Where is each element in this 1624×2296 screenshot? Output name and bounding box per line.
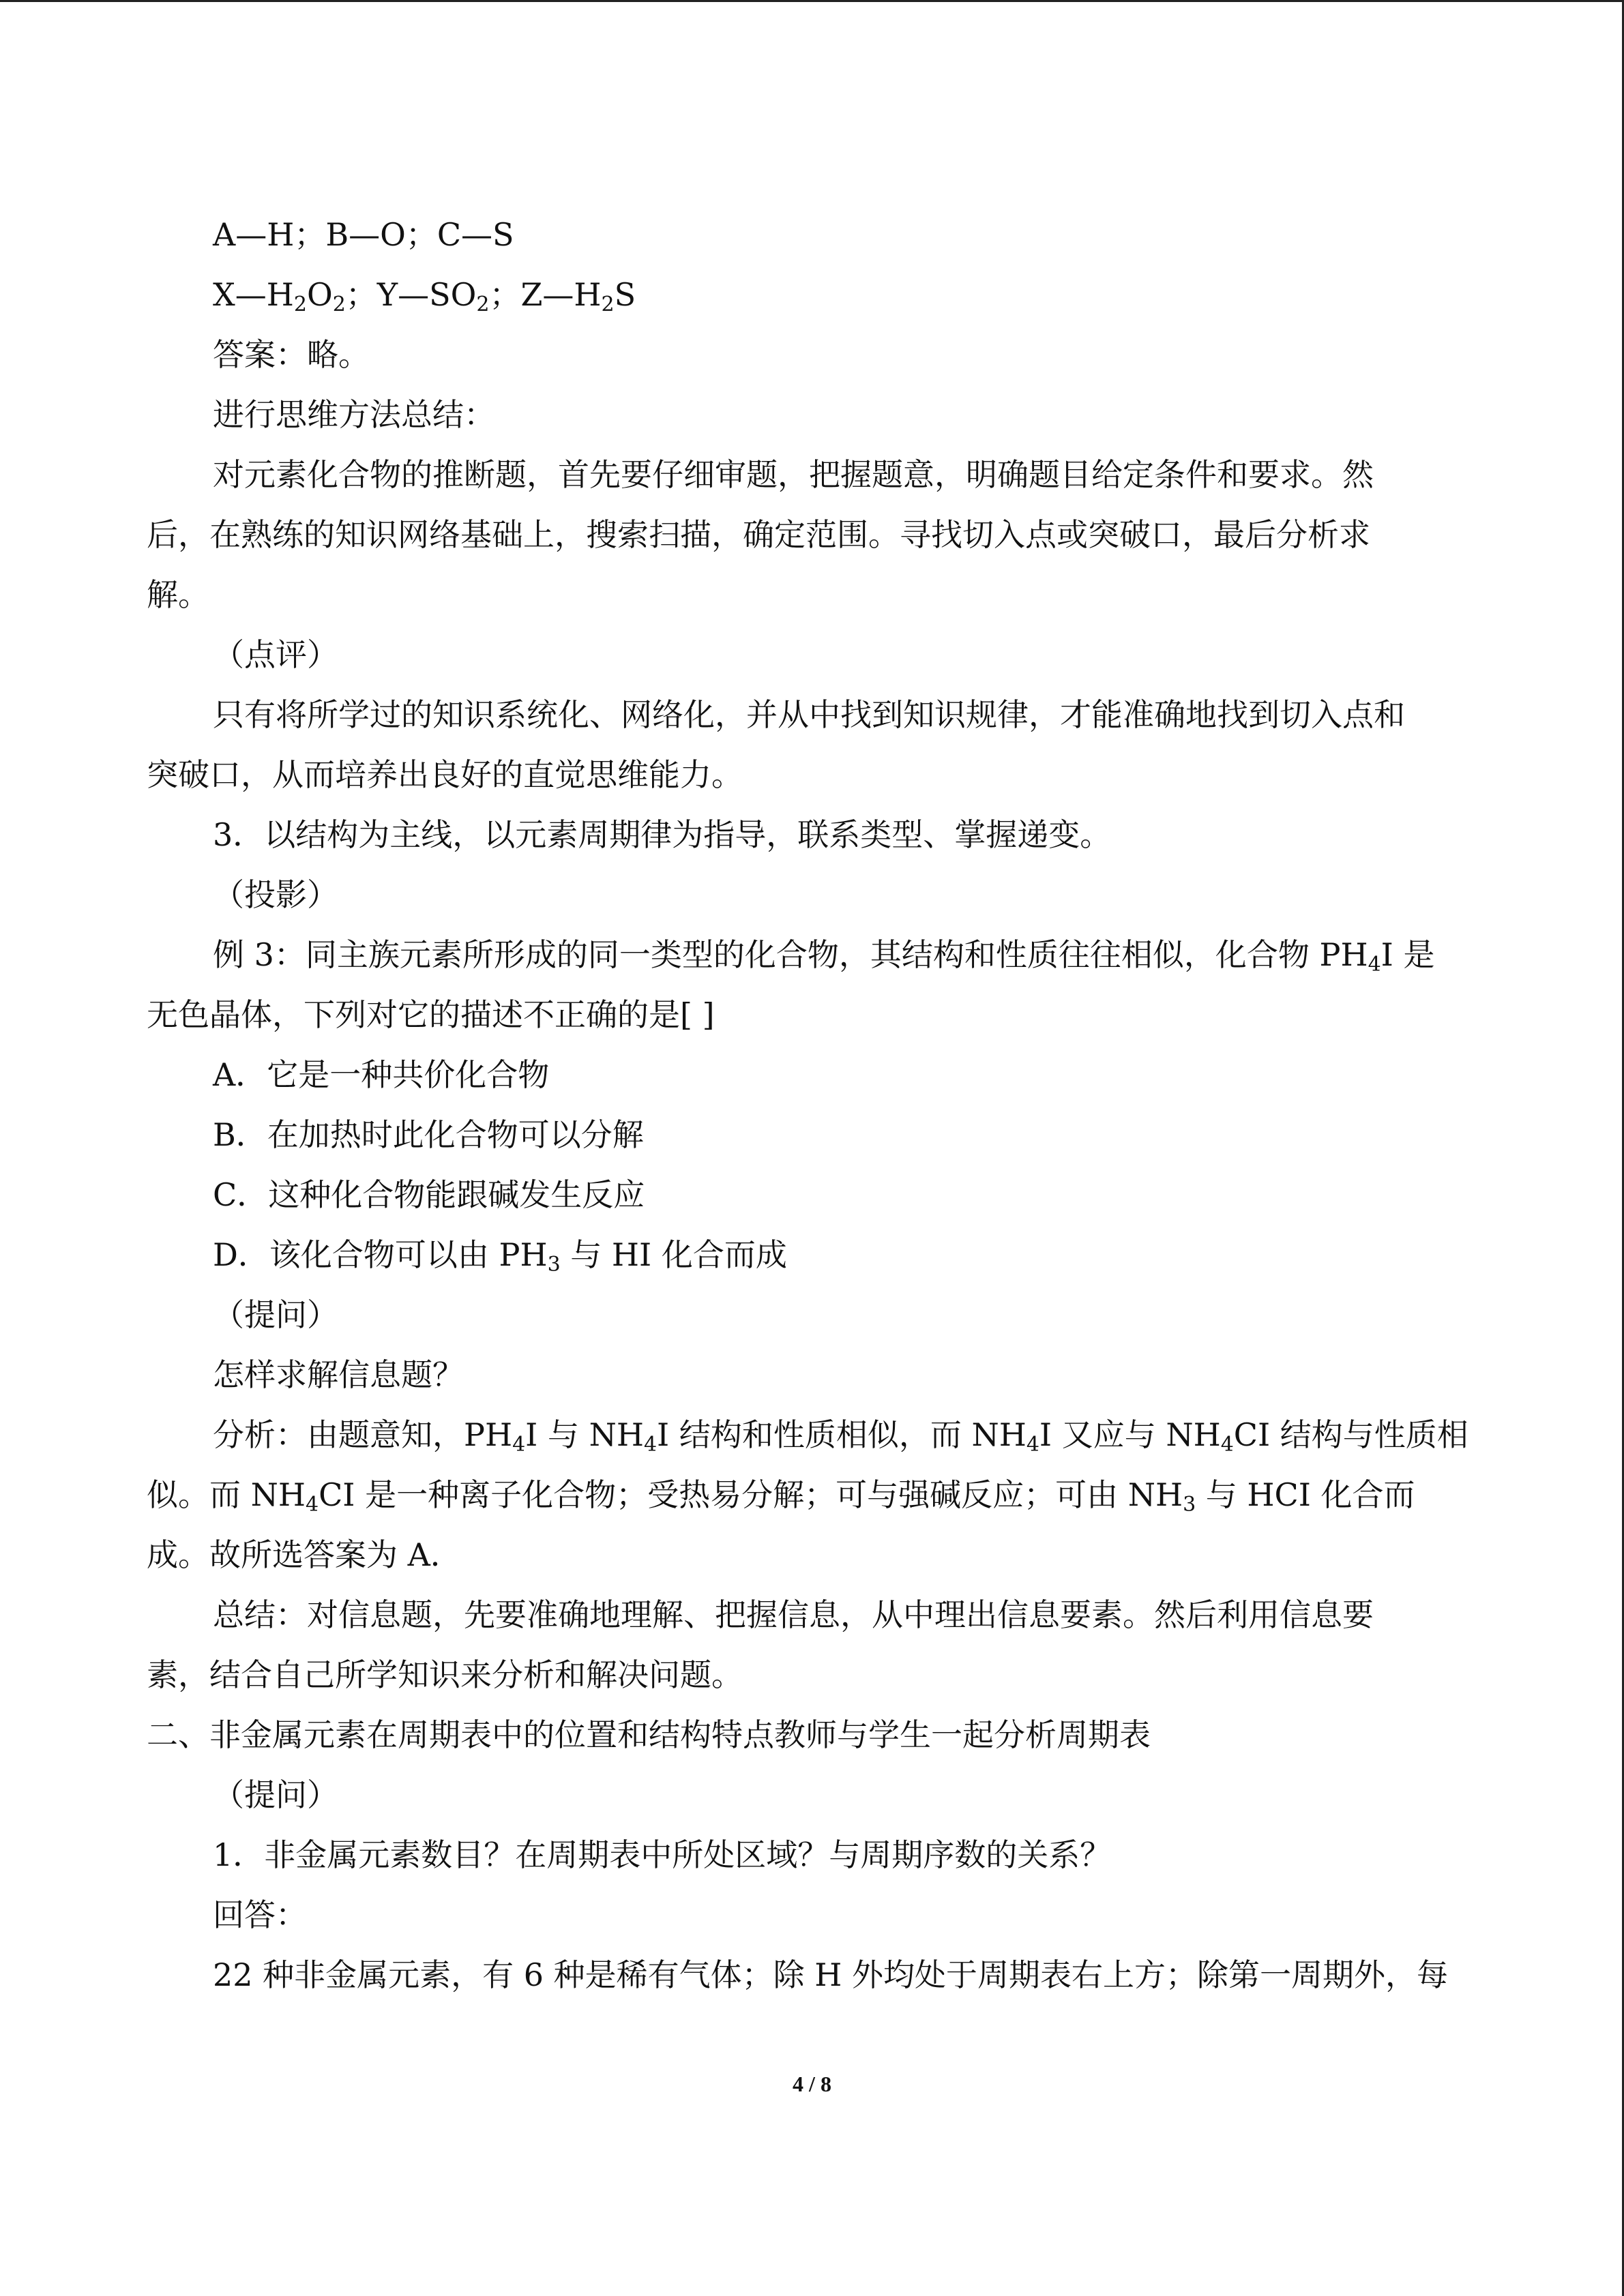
text-line: 怎样求解信息题？ [213, 1356, 464, 1393]
text-line: 后，在熟练的知识网络基础上，搜索扫描，确定范围。寻找切入点或突破口，最后分析求 [147, 516, 1370, 553]
text-line: 只有将所学过的知识系统化、网络化，并从中找到知识规律，才能准确地找到切入点和 [213, 696, 1405, 733]
text-line: 成。故所选答案为 A． [147, 1536, 462, 1573]
section-label: （投影） [213, 876, 338, 913]
document-body [147, 205, 1480, 2005]
analysis-line: 分析：由题意知，$PH_4I$ 与 $NH_4I$ 结构和性质相似，而 $NH_4I$ 又应与 $NH_4CI$ 结构与性质相 [213, 1416, 1468, 1457]
text-line: 22 种非金属元素，有 6 种是稀有气体；除 H 外均处于周期表右上方；除第一周期外，每 [213, 1956, 1449, 1993]
section-label: （提问） [213, 1296, 338, 1333]
text-line: A—H；B—O；C—S [213, 216, 514, 253]
text-line: 对元素化合物的推断题，首先要仔细审题，把握题意，明确题目给定条件和要求。然 [213, 456, 1374, 493]
section-label: （点评） [213, 636, 338, 673]
section-label: （提问） [213, 1776, 338, 1813]
text-line: 无色晶体，下列对它的描述不正确的是[ ] [147, 996, 715, 1033]
text-line: 答案：略。 [213, 336, 370, 373]
option-b: B．在加热时此化合物可以分解 [213, 1116, 644, 1153]
text-line: 突破口，从而培养出良好的直觉思维能力。 [147, 756, 743, 793]
text-line: 素，结合自己所学知识来分析和解决问题。 [147, 1656, 743, 1693]
section-heading: 二、非金属元素在周期表中的位置和结构特点教师与学生一起分析周期表 [147, 1716, 1151, 1753]
formula-line: $X—H_2O_2$；$Y—SO_2$；$Z—H_2S$ [213, 276, 636, 316]
text-line: 回答： [213, 1896, 307, 1933]
text-line: 1．非金属元素数目？在周期表中所处区域？与周期序数的关系？ [213, 1836, 1112, 1873]
example-line: 例 3：同主族元素所形成的同一类型的化合物，其结构和性质往往相似，化合物 $PH_4I$ 是 [213, 936, 1435, 976]
option-d: D．该化合物可以由 $PH_3$ 与 HI 化合而成 [213, 1236, 787, 1277]
option-c: C．这种化合物能跟碱发生反应 [213, 1176, 645, 1213]
option-a: A．它是一种共价化合物 [213, 1056, 550, 1093]
text-line: 解。 [147, 576, 209, 613]
text-line: 总结：对信息题，先要准确地理解、把握信息，从中理出信息要素。然后利用信息要 [213, 1596, 1374, 1633]
text-line: 3．以结构为主线，以元素周期律为指导，联系类型、掌握递变。 [213, 816, 1112, 853]
page-number: 4 / 8 [793, 2072, 831, 2096]
text-line: 进行思维方法总结： [213, 396, 495, 433]
analysis-line: 似。而 $NH_4CI$ 是一种离子化合物；受热易分解；可与强碱反应；可由 $NH_3$ 与 HCI 化合而 [147, 1476, 1415, 1517]
